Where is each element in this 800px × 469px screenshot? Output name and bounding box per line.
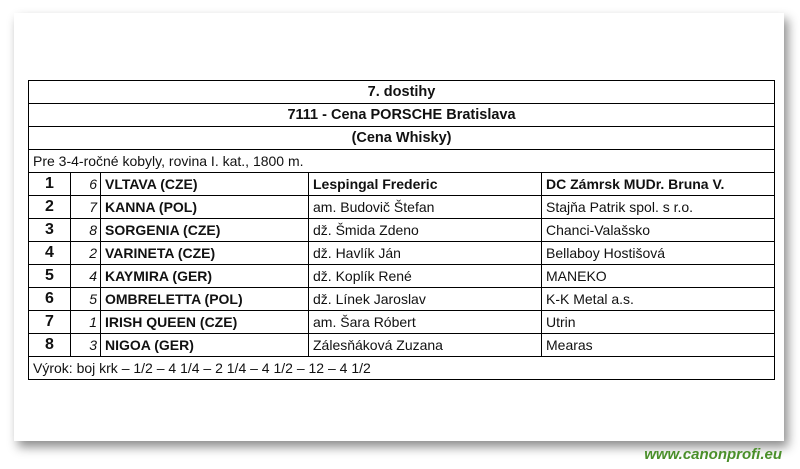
horse-cell: SORGENIA (CZE) [101, 219, 309, 242]
race-conditions: Pre 3-4-ročné kobyly, rovina I. kat., 1800 m. [29, 150, 775, 173]
owner-cell: Chanci-Valašsko [542, 219, 775, 242]
race-sponsor: (Cena Whisky) [29, 127, 775, 150]
horse-cell: KANNA (POL) [101, 196, 309, 219]
jockey-cell: am. Budovič Štefan [309, 196, 542, 219]
result-row [29, 242, 775, 265]
watermark: www.canonprofi.eu [644, 446, 782, 463]
owner-cell: Mearas [542, 334, 775, 357]
place-cell: 6 [29, 288, 71, 311]
horse-cell: VARINETA (CZE) [101, 242, 309, 265]
result-row [29, 265, 775, 288]
jockey-cell: Zálesňáková Zuzana [309, 334, 542, 357]
jockey-cell: dž. Šmida Zdeno [309, 219, 542, 242]
result-row [29, 219, 775, 242]
jockey-cell: dž. Koplík René [309, 265, 542, 288]
owner-cell: DC Zámrsk MUDr. Bruna V. [542, 173, 775, 196]
start-number-cell: 6 [71, 173, 101, 196]
result-row [29, 311, 775, 334]
margins-row [29, 357, 775, 380]
place-cell: 7 [29, 311, 71, 334]
result-row [29, 288, 775, 311]
place-cell: 2 [29, 196, 71, 219]
jockey-cell: dž. Línek Jaroslav [309, 288, 542, 311]
start-number-cell: 4 [71, 265, 101, 288]
race-heading: 7. dostihy [29, 81, 775, 104]
owner-cell: Bellaboy Hostišová [542, 242, 775, 265]
race-sponsor-row [29, 127, 775, 150]
race-name: 7111 - Cena PORSCHE Bratislava [29, 104, 775, 127]
place-cell: 8 [29, 334, 71, 357]
start-number-cell: 7 [71, 196, 101, 219]
result-row [29, 196, 775, 219]
result-row [29, 334, 775, 357]
start-number-cell: 1 [71, 311, 101, 334]
jockey-cell: Lespingal Frederic [309, 173, 542, 196]
place-cell: 3 [29, 219, 71, 242]
owner-cell: Stajňa Patrik spol. s r.o. [542, 196, 775, 219]
horse-cell: OMBRELETTA (POL) [101, 288, 309, 311]
race-heading-row [29, 81, 775, 104]
race-conditions-row [29, 150, 775, 173]
race-margins: Výrok: boj krk – 1/2 – 4 1/4 – 2 1/4 – 4 1/2 – 12 – 4 1/2 [29, 357, 775, 380]
place-cell: 5 [29, 265, 71, 288]
horse-cell: NIGOA (GER) [101, 334, 309, 357]
race-results-table [28, 80, 775, 380]
horse-cell: KAYMIRA (GER) [101, 265, 309, 288]
place-cell: 1 [29, 173, 71, 196]
race-name-row [29, 104, 775, 127]
start-number-cell: 5 [71, 288, 101, 311]
horse-cell: IRISH QUEEN (CZE) [101, 311, 309, 334]
owner-cell: MANEKO [542, 265, 775, 288]
jockey-cell: am. Šara Róbert [309, 311, 542, 334]
owner-cell: K-K Metal a.s. [542, 288, 775, 311]
start-number-cell: 8 [71, 219, 101, 242]
owner-cell: Utrin [542, 311, 775, 334]
place-cell: 4 [29, 242, 71, 265]
start-number-cell: 2 [71, 242, 101, 265]
horse-cell: VLTAVA (CZE) [101, 173, 309, 196]
start-number-cell: 3 [71, 334, 101, 357]
jockey-cell: dž. Havlík Ján [309, 242, 542, 265]
result-row [29, 173, 775, 196]
